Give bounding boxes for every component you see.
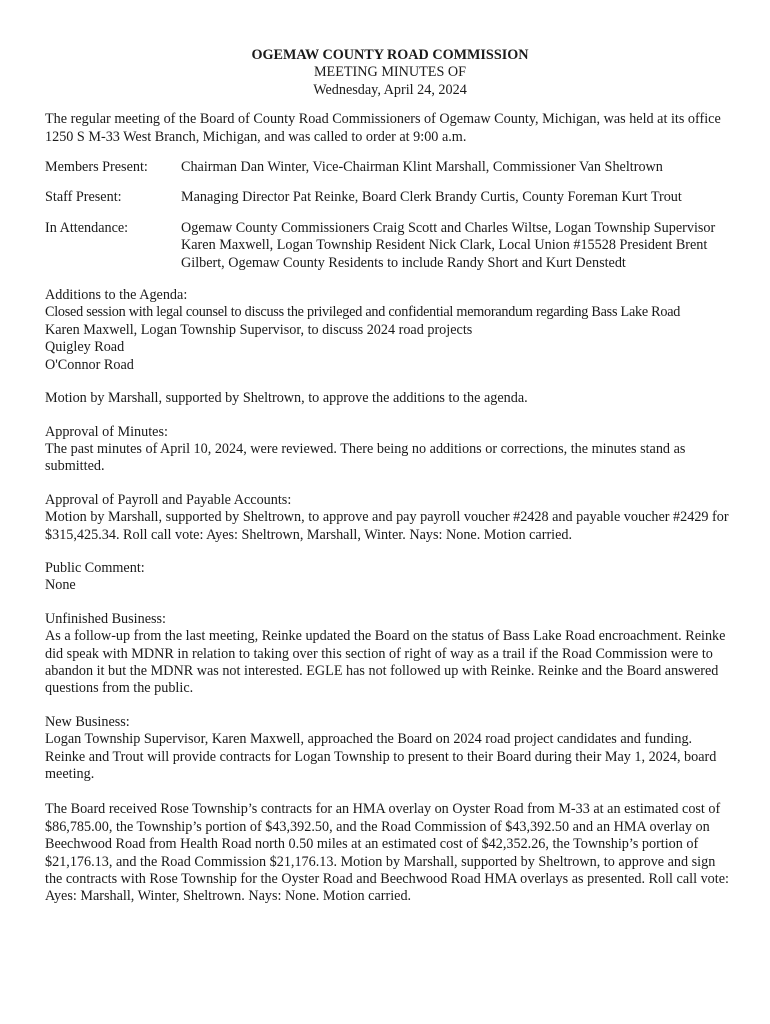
approval-minutes-section	[45, 424, 735, 476]
section-heading: Additions to the Agenda:	[45, 287, 188, 304]
attendance-value: Chairman Dan Winter, Vice-Chairman Klint Marshall, Commissioner Van Sheltrown	[181, 159, 663, 176]
minutes-document	[45, 47, 735, 922]
section-heading: Approval of Payroll and Payable Accounts:	[45, 491, 292, 508]
attendance-value: Managing Director Pat Reinke, Board Clerk Brandy Curtis, County Foreman Kurt Trout	[181, 189, 682, 206]
document-header	[45, 47, 735, 99]
document-title: OGEMAW COUNTY ROAD COMMISSION	[251, 47, 529, 63]
section-text: Motion by Marshall, supported by Sheltrown, to approve and pay payroll voucher #2428 and payable voucher #2429 for $315,425.34. Roll call vote: Ayes: Sheltrown, Marshall, Winter. Nays: None. Motion carried.	[45, 509, 729, 543]
meeting-date: Wednesday, April 24, 2024	[313, 81, 467, 98]
attendance-label: Staff Present:	[45, 189, 122, 206]
new-business-section	[45, 714, 735, 784]
list-item: Closed session with legal counsel to discuss the privileged and confidential memorandum regarding Bass Lake Road	[45, 304, 681, 321]
attendance-label: In Attendance:	[45, 219, 129, 236]
unfinished-business-section	[45, 611, 735, 698]
section-text: The past minutes of April 10, 2024, were reviewed. There being no additions or corrections, the minutes stand as submitted.	[45, 440, 686, 475]
section-text: None	[45, 577, 76, 594]
attendance-label: Members Present:	[45, 159, 148, 176]
list-item: O'Connor Road	[45, 356, 134, 373]
section-text: Logan Township Supervisor, Karen Maxwell, approached the Board on 2024 road project candidates and funding. Reinke and Trout will provide contracts for Logan Township to present to their Board during their May 1, 2024, board meeting.	[45, 731, 717, 782]
public-comment-section	[45, 560, 735, 595]
attendance-row-members	[45, 159, 735, 176]
attendance-row-staff	[45, 189, 735, 206]
approval-payroll-section	[45, 492, 735, 544]
attendance-value: Ogemaw County Commissioners Craig Scott and Charles Wiltse, Logan Township Supervisor Karen Maxwell, Logan Township Resident Nick Clark, Local Union #15528 President Brent Gilbert, Ogemaw County Residents to include Randy Short and Kurt Denstedt	[181, 219, 716, 271]
section-heading: Unfinished Business:	[45, 610, 166, 627]
section-text: As a follow-up from the last meeting, Reinke updated the Board on the status of Bass Lake Road encroachment. Reinke did speak with MDNR in relation to taking over this section of right of way as a trail if the Road Commission were to abandon it but the MDNR was not interested. EGLE has not followed up with Reinke. Reinke and the Board answered questions from the public.	[45, 628, 726, 697]
section-heading: Approval of Minutes:	[45, 423, 168, 440]
list-item: Karen Maxwell, Logan Township Supervisor, to discuss 2024 road projects	[45, 321, 473, 338]
section-heading: Public Comment:	[45, 559, 145, 576]
agenda-additions-section	[45, 287, 735, 374]
section-heading: New Business:	[45, 713, 130, 730]
attendance-row-in-attendance	[45, 220, 735, 272]
document-subtitle: MEETING MINUTES OF	[313, 64, 467, 81]
rose-township-paragraph: The Board received Rose Township’s contracts for an HMA overlay on Oyster Road from M-33 at an estimated cost of $86,785.00, the Township’s portion of $43,392.50, and the Road Commission of $43,392.50 and an HMA overlay on Beechwood Road from Health Road north 0.50 miles at an estimated cost of $42,352.26, the Township’s portion of $21,176.13, and the Road Commission $21,176.13. Motion by Marshall, supported by Sheltrown, to approve and sign the contracts with Rose Township for the Oyster Road and Beechwood Road HMA overlays as presented. Roll call vote: Ayes: Marshall, Winter, Sheltrown. Nays: None. Motion carried.	[45, 801, 729, 905]
list-item: Quigley Road	[45, 339, 125, 356]
motion-additions: Motion by Marshall, supported by Sheltrown, to approve the additions to the agenda.	[45, 390, 528, 407]
intro-paragraph: The regular meeting of the Board of County Road Commissioners of Ogemaw County, Michigan, was held at its office 1250 S M-33 West Branch, Michigan, and was called to order at 9:00 a.m.	[45, 111, 721, 145]
